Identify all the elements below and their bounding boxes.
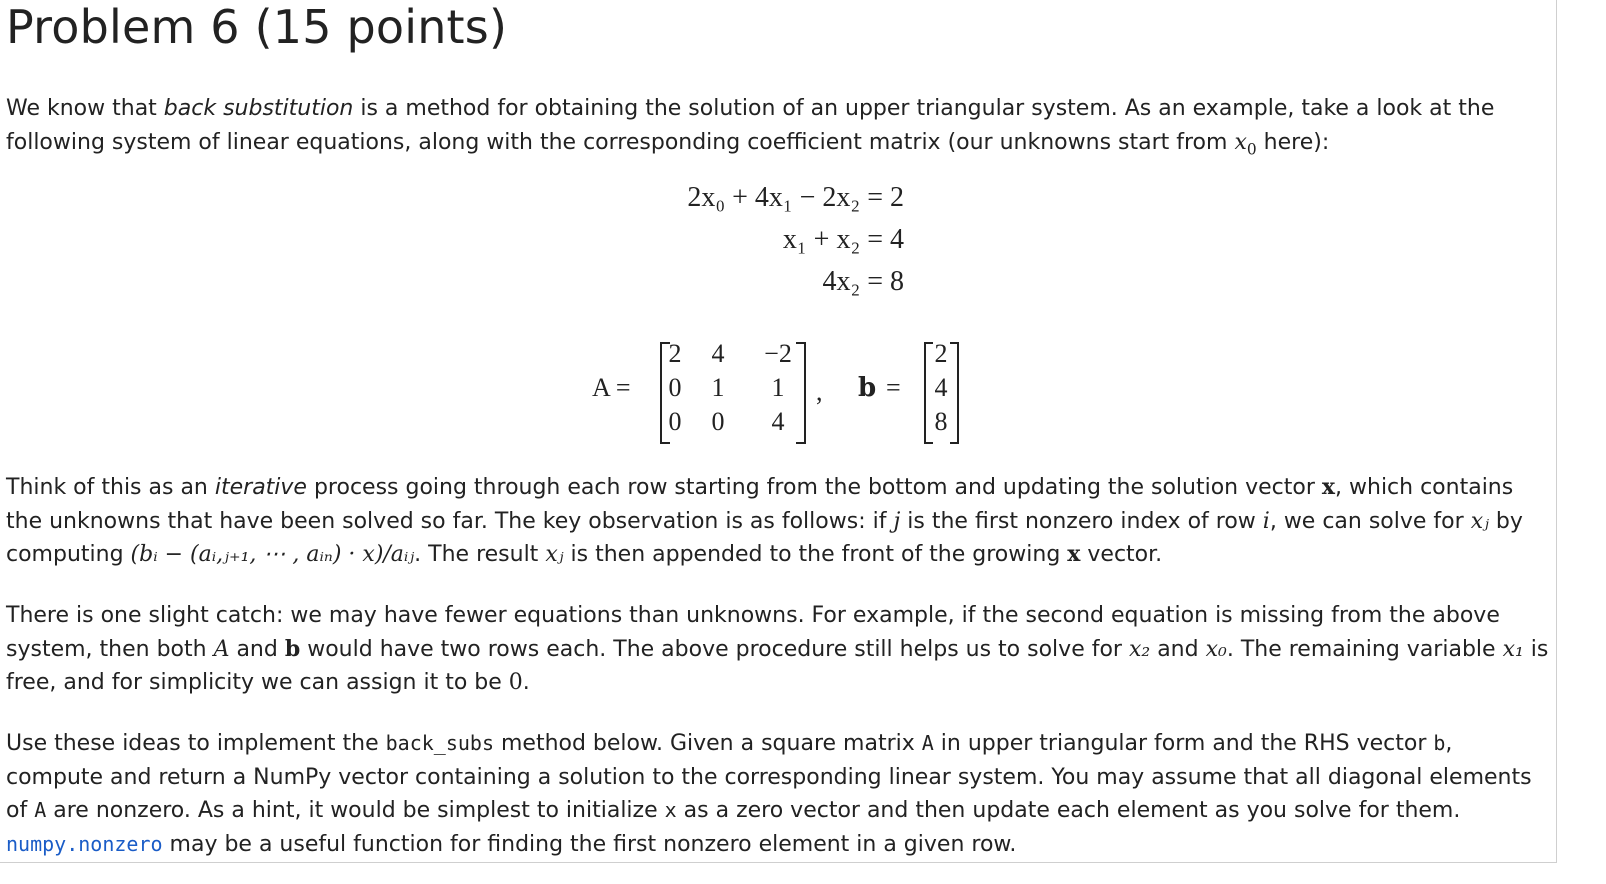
back-substitution-formula: (bᵢ − (aᵢ,ⱼ₊₁, ⋯ , aᵢₙ) · x)/aᵢⱼ (130, 542, 415, 567)
vector-b-cell: 4 (934, 373, 948, 402)
matrix-A-cell: 4 (771, 407, 785, 436)
problem-title: Problem 6 (15 points) (6, 0, 508, 54)
equation-row-1: 2x₀ + 4x₁ − 2x₂ = 2 (687, 182, 904, 213)
matrix-A-cell: 0 (711, 407, 725, 436)
matrix-A-cell: −2 (764, 339, 792, 368)
matrix-A-right-bracket (796, 342, 806, 444)
matrix-A-cell: 0 (668, 373, 682, 402)
cell-bottom-border (0, 862, 1557, 863)
back-substitution-term: back substitution (163, 96, 354, 121)
equation-row-3: 4x₂ = 8 (822, 266, 904, 297)
matrix-A-cell: 0 (668, 407, 682, 436)
matrix-A-cell: 4 (711, 339, 725, 368)
matrix-separator-comma: , (816, 377, 823, 406)
iterative-process-paragraph: Think of this as an iterative process going through each row starting from the bottom and updating the solution vector x, which contains the unknowns that have been solved so far. The key observation is as follows: if j is the first nonzero index of row i, we can solve for xⱼ by computing (bᵢ − (aᵢ,ⱼ₊₁, ⋯ , aᵢₙ) · x)/aᵢⱼ. The result xⱼ is then appended to the front of the growing x vector. (6, 474, 1523, 567)
matrix-A-label: A = (592, 373, 631, 402)
numpy-nonzero-link[interactable]: numpy.nonzero (6, 831, 163, 856)
vector-b-cell: 2 (934, 339, 948, 368)
vector-b-cell: 8 (934, 407, 948, 436)
back-subs-code: back_subs (385, 731, 494, 755)
equation-row-2: x₁ + x₂ = 4 (782, 224, 904, 255)
vector-b-equals: = (886, 373, 901, 402)
vector-b-label: b (858, 373, 877, 403)
problem-page (6, 0, 1554, 884)
iterative-term: iterative (214, 475, 307, 500)
intro-paragraph: We know that back substitution is a method for obtaining the solution of an upper triangular system. As an example, take a look at the following system of linear equations, along with the corresponding coefficient matrix (our unknowns start from $x_0$ here): (6, 96, 1495, 158)
cell-right-border (1556, 0, 1557, 862)
instructions-paragraph: Use these ideas to implement the back_subs method below. Given a square matrix A in upper triangular form and the RHS vector b, compute and return a NumPy vector containing a solution to the corresponding linear system. You may assume that all diagonal elements of A are nonzero. As a hint, it would be simplest to initialize x as a zero vector and then update each element as you solve for them. numpy.nonzero may be a useful function for finding the first nonzero element in a given row. (6, 731, 1532, 857)
slight-catch-paragraph: There is one slight catch: we may have fewer equations than unknowns. For example, if the second equation is missing from the above system, then both A and b would have two rows each. The above procedure still helps us to solve for x₂ and x₀. The remaining variable x₁ is free, and for simplicity we can assign it to be 0. (6, 603, 1549, 695)
matrix-A-cell: 2 (668, 339, 682, 368)
matrix-A-cell: 1 (711, 373, 725, 402)
matrix-A-cell: 1 (771, 373, 785, 402)
